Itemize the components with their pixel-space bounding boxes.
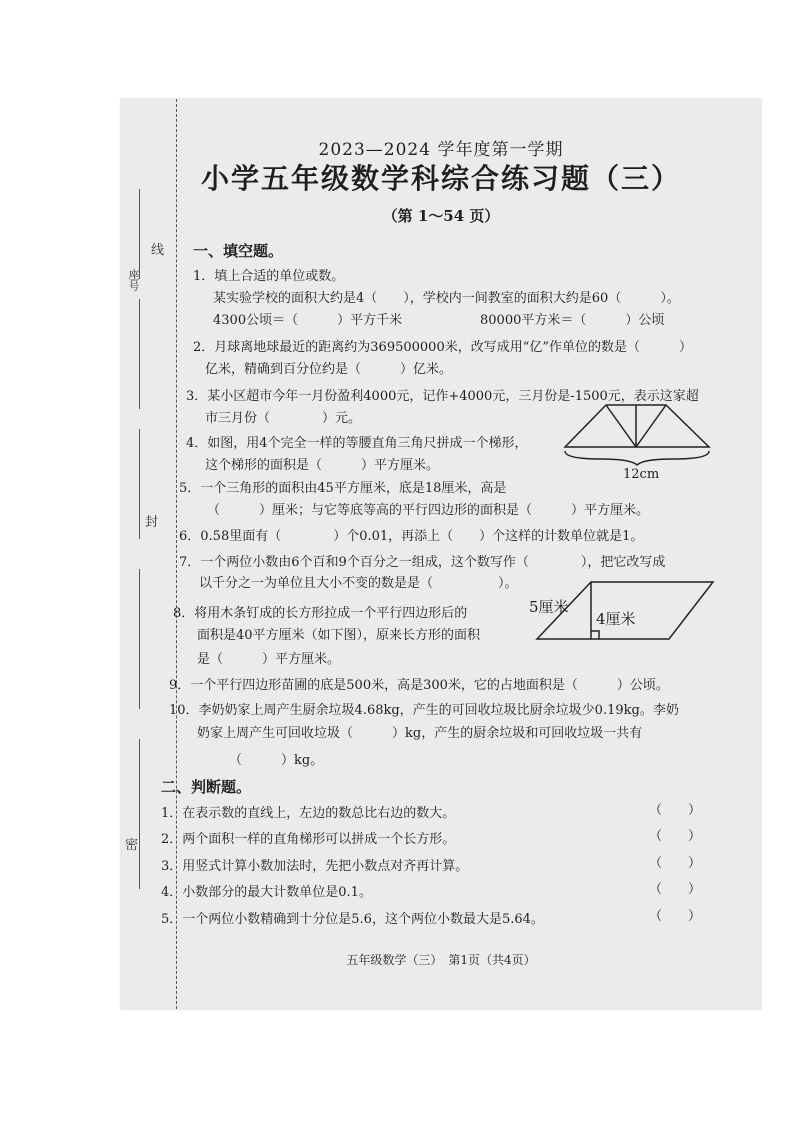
seal-char-line: 线 — [151, 243, 165, 258]
judge-bracket-1: （ ） — [649, 803, 702, 818]
seal-char-seal: 封 — [145, 515, 159, 530]
side-write-line — [139, 189, 140, 279]
question-1-line: 80000平方米＝（ ）公顷 — [480, 313, 665, 328]
page-range: （第 1～54 页） — [382, 207, 500, 225]
section-fill-blank-title: 一、填空题。 — [193, 242, 284, 260]
question-8: 8．将用木条钉成的长方形拉成一个平行四边形后的 — [173, 606, 468, 621]
section-true-false-title: 二、判断题。 — [161, 778, 252, 796]
question-4-line: 这个梯形的面积是（ ）平方厘米。 — [205, 458, 440, 473]
side-write-line — [139, 429, 140, 539]
page-title: 小学五年级数学科综合练习题（三） — [200, 162, 681, 195]
trapezoid-base-label: 12cm — [623, 467, 660, 482]
judge-bracket-5: （ ） — [649, 909, 702, 924]
side-write-line — [139, 569, 140, 709]
question-10: 10．李奶奶家上周产生厨余垃圾4.68kg，产生的可回收垃圾比厨余垃圾少0.19kg。李奶 — [169, 703, 679, 718]
question-4: 4．如图，用4个完全一样的等腰直角三角尺拼成一个梯形， — [186, 436, 528, 451]
seat-label: 座号 — [127, 269, 140, 291]
side-write-line — [139, 739, 140, 889]
question-9: 9．一个平行四边形苗圃的底是500米，高是300米，它的占地面积是（ ）公顷。 — [169, 678, 669, 693]
question-3: 3．某小区超市今年一月份盈利4000元，记作+4000元，三月份是-1500元，表示这家超 — [186, 389, 699, 404]
judge-item-3: 3．用竖式计算小数加法时，先把小数点对齐再计算。 — [161, 859, 469, 874]
question-6: 6．0.58里面有（ ）个0.01，再添上（ ）个这样的计数单位就是1。 — [179, 529, 644, 544]
judge-bracket-3: （ ） — [649, 856, 702, 871]
question-3-line: 市三月份（ ）元。 — [205, 411, 362, 426]
question-1: 1．填上合适的单位或数。 — [193, 269, 345, 284]
judge-item-5: 5．一个两位小数精确到十分位是5.6，这个两位小数最大是5.64。 — [161, 912, 544, 927]
judge-bracket-4: （ ） — [649, 882, 702, 897]
judge-item-2: 2．两个面积一样的直角梯形可以拼成一个长方形。 — [161, 832, 456, 847]
judge-item-1: 1．在表示数的直线上，左边的数总比右边的数大。 — [161, 806, 456, 821]
question-8-line: 面积是40平方厘米（如下图），原来长方形的面积 — [197, 628, 481, 643]
judge-bracket-2: （ ） — [649, 829, 702, 844]
question-8-line: 是（ ）平方厘米。 — [197, 652, 341, 667]
question-7: 7．一个两位小数由6个百和9个百分之一组成，这个数写作（ ），把它改写成 — [179, 555, 666, 570]
school-year: 2023—2024 学年度第一学期 — [318, 140, 564, 160]
exam-paper — [121, 99, 761, 1009]
judge-item-4: 4．小数部分的最大计数单位是0.1。 — [161, 885, 372, 900]
page-footer: 五年级数学（三） 第1页（共4页） — [346, 953, 536, 967]
parallelogram-height-label: 4厘米 — [596, 610, 636, 628]
question-7-line: 以千分之一为单位且大小不变的数是是（ ）。 — [199, 576, 518, 591]
question-10-line: （ ）kg。 — [229, 753, 324, 768]
parallelogram-side-label: 5厘米 — [529, 598, 569, 616]
question-5: 5．一个三角形的面积由45平方厘米，底是18厘米，高是 — [179, 481, 507, 496]
question-5-line: （ ）厘米；与它等底等高的平行四边形的面积是（ ）平方厘米。 — [207, 503, 650, 518]
question-2: 2．月球离地球最近的距离约为369500000米，改写成用“亿”作单位的数是（ ） — [193, 340, 693, 355]
question-2-line: 亿米，精确到百分位约是（ ）亿米。 — [205, 362, 453, 377]
question-10-line: 奶家上周产生可回收垃圾（ ）kg，产生的厨余垃圾和可回收垃圾一共有 — [197, 726, 643, 741]
seal-char-secret: 密 — [125, 838, 139, 853]
question-1-line: 某实验学校的面积大约是4（ ），学校内一间教室的面积大约是60（ ）。 — [213, 291, 680, 306]
side-write-line — [139, 299, 140, 409]
question-1-line: 4300公顷＝（ ）平方千米 — [213, 313, 403, 328]
